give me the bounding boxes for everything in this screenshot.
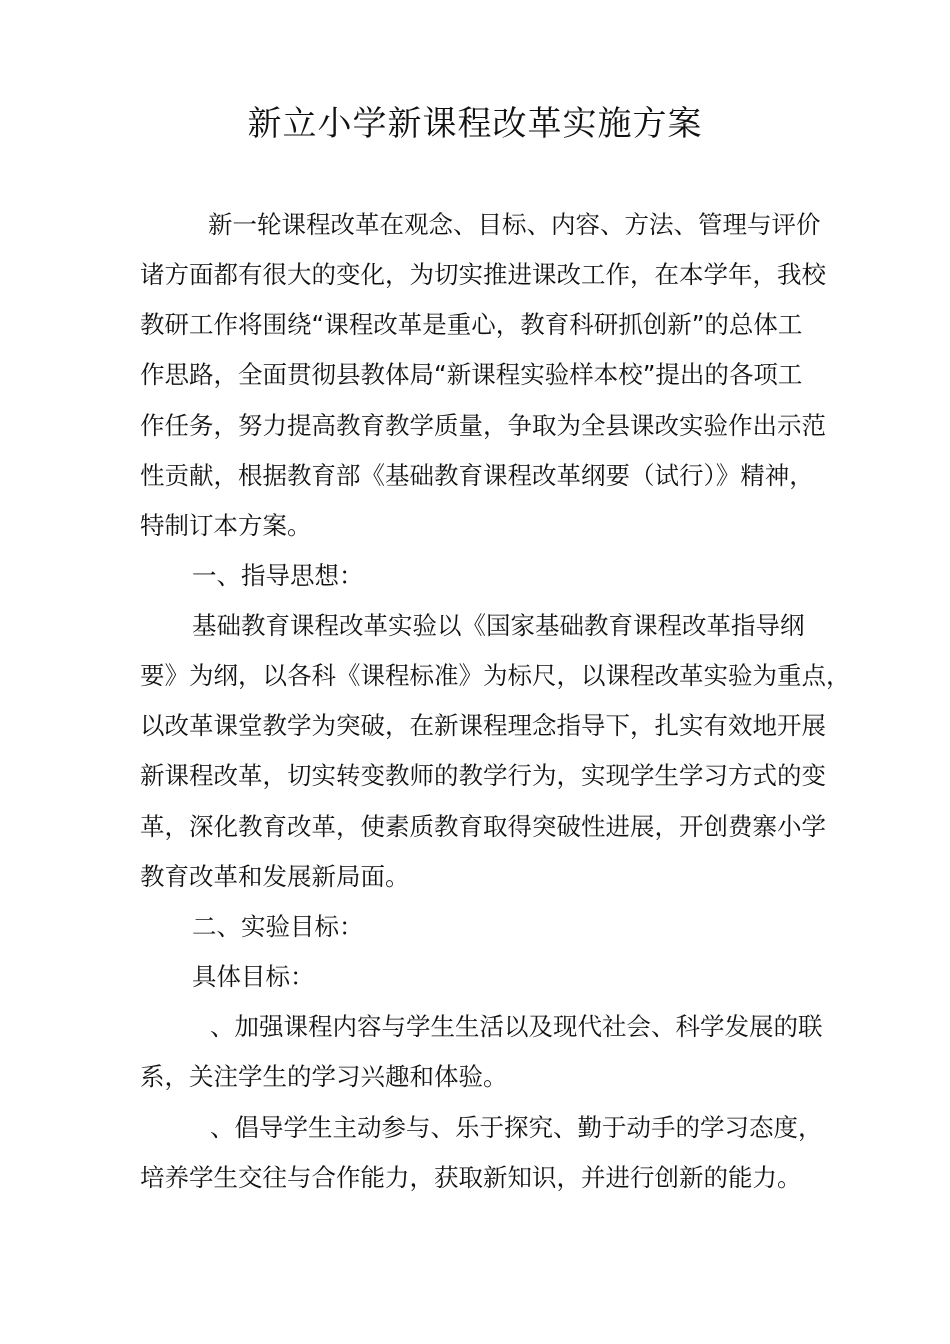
paragraph-line: 教研工作将围绕“课程改革是重心，教育科研抓创新”的总体工 bbox=[140, 310, 803, 339]
paragraph-line: 基础教育课程改革实验以《国家基础教育课程改革指导纲 bbox=[192, 611, 805, 640]
paragraph-line: 要》为纲，以各科《课程标准》为标尺，以课程改革实验为重点， bbox=[140, 661, 851, 690]
section-heading: 二、实验目标： bbox=[192, 912, 364, 941]
paragraph-line: 以改革课堂教学为突破，在新课程理念指导下，扎实有效地开展 bbox=[140, 711, 826, 740]
paragraph-line: 教育改革和发展新局面。 bbox=[140, 862, 410, 891]
paragraph-line: 诸方面都有很大的变化，为切实推进课改工作，在本学年，我校 bbox=[140, 260, 826, 289]
paragraph-line: 作任务，努力提高教育教学质量，争取为全县课改实验作出示范 bbox=[140, 411, 826, 440]
list-item-line: 、倡导学生主动参与、乐于探究、勤于动手的学习态度， bbox=[210, 1113, 823, 1142]
paragraph-line: 新一轮课程改革在观念、目标、内容、方法、管理与评价 bbox=[208, 210, 821, 239]
section-heading: 一、指导思想： bbox=[192, 561, 364, 590]
paragraph-line: 新课程改革，切实转变教师的教学行为，实现学生学习方式的变 bbox=[140, 761, 826, 790]
paragraph-line: 革，深化教育改革，使素质教育取得突破性进展，开创费寨小学 bbox=[140, 812, 826, 841]
document-title: 新立小学新课程改革实施方案 bbox=[247, 104, 703, 144]
list-item-line: 培养学生交往与合作能力，获取新知识，并进行创新的能力。 bbox=[140, 1163, 802, 1192]
paragraph-line: 特制订本方案。 bbox=[140, 511, 312, 540]
list-item-line: 、加强课程内容与学生生活以及现代社会、科学发展的联 bbox=[210, 1012, 823, 1041]
list-item-line: 系，关注学生的学习兴趣和体验。 bbox=[140, 1062, 508, 1091]
subheading: 具体目标： bbox=[192, 962, 315, 991]
paragraph-line: 性贡献，根据教育部《基础教育课程改革纲要（试行）》精神， bbox=[140, 461, 814, 490]
paragraph-line: 作思路，全面贯彻县教体局“新课程实验样本校”提出的各项工 bbox=[140, 360, 803, 389]
